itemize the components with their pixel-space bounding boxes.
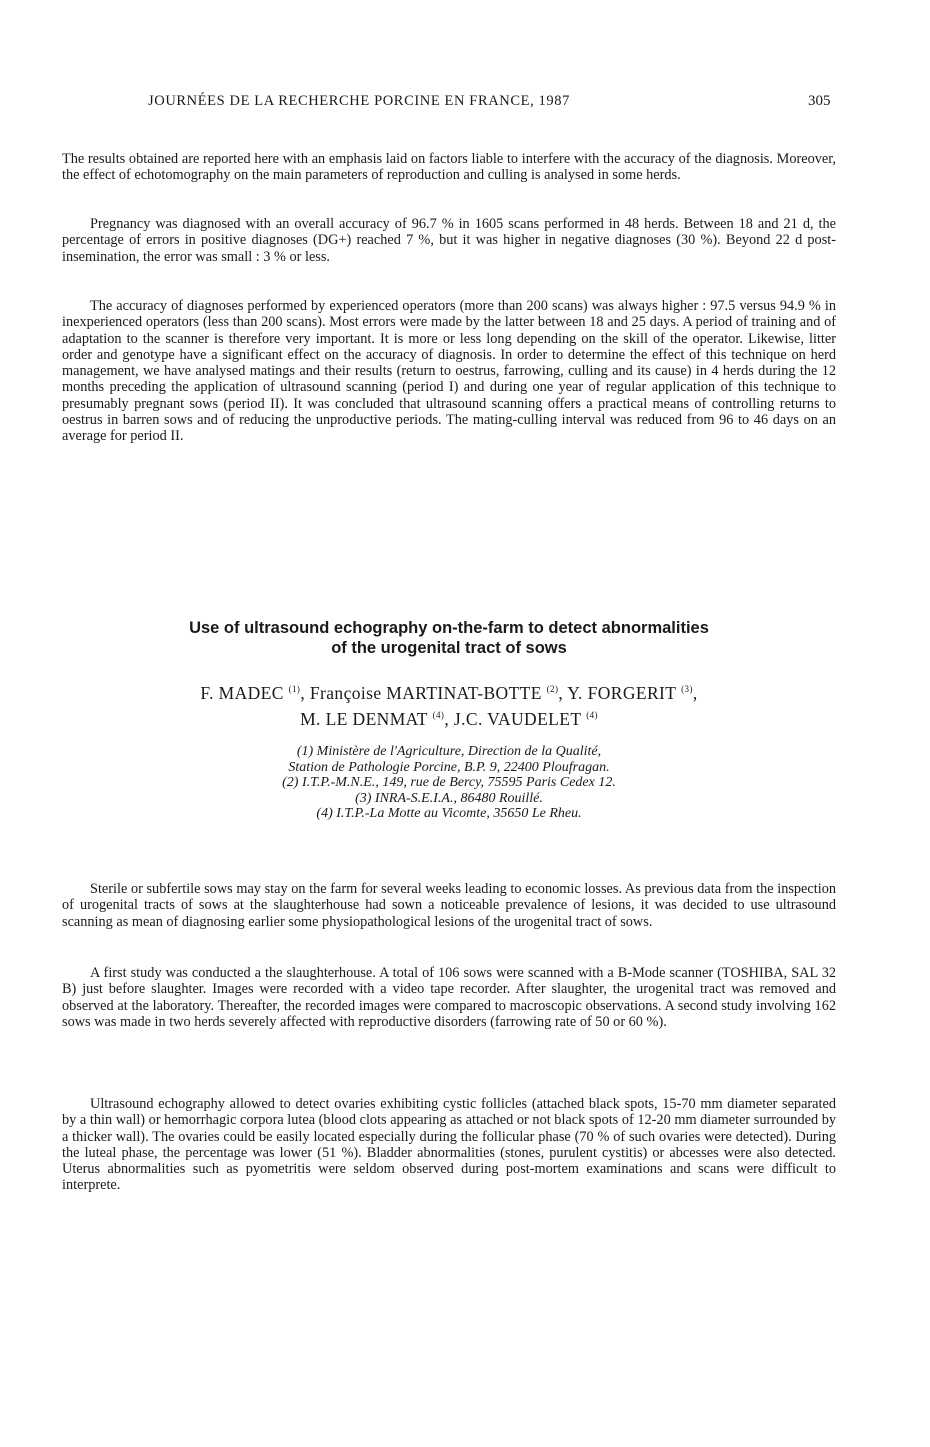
- page-number: 305: [808, 93, 831, 109]
- affiliation-line: (3) INRA-S.E.I.A., 86480 Rouillé.: [355, 790, 543, 806]
- author-separator: ,: [692, 682, 698, 703]
- author-affiliation-ref: (3): [681, 684, 693, 694]
- article-title-line-1: Use of ultrasound echography on-the-farm to detect abnormalities: [189, 619, 709, 637]
- running-head: JOURNÉES DE LA RECHERCHE PORCINE EN FRANCE, 1987: [148, 93, 570, 109]
- author-line-2: [62, 704, 836, 730]
- summary-paragraph-1: The results obtained are reported here with an emphasis laid on factors liable to interfere with the accuracy of the diagnosis. Moreover, the effect of echotomography on the main parameters of reproduction and culling is analysed in some herds.: [62, 151, 836, 184]
- author-affiliation-ref: (2): [546, 684, 559, 694]
- article-title: [62, 618, 836, 658]
- author-separator: ,: [558, 682, 568, 703]
- author-separator: ,: [300, 682, 310, 703]
- affiliation-line: (4) I.T.P.-La Motte au Vicomte, 35650 Le Rheu.: [316, 806, 582, 822]
- body-paragraph-3: Ultrasound echography allowed to detect ovaries exhibiting cystic follicles (attached black spots, 15-70 mm diameter separated by a thin wall) or hemorrhagic corpora lutea (blood clots appearing as attached or not black spots of 12-20 mm diameter surrounded by a thicker wall). The ovaries could be easily located especially during the follicular phase (70 % of such ovaries were detected). During the luteal phase, the percentage was lower (51 %). Bladder abnormalities (stones, purulent cystitis) or abcesses were also detected. Uterus abnormalities such as pyometritis were seldom observed during post-mortem examinations and scans were difficult to interprete.: [62, 1096, 836, 1194]
- author-name: Y. FORGERIT: [567, 682, 677, 703]
- article-title-line-2: of the urogenital tract of sows: [331, 639, 567, 657]
- author-separator: ,: [444, 708, 454, 729]
- affiliation-list: [62, 744, 836, 822]
- author-name: F. MADEC: [200, 682, 284, 703]
- body-paragraph-1: Sterile or subfertile sows may stay on the farm for several weeks leading to economic losses. As previous data from the inspection of urogenital tracts of sows at the slaughterhouse had sown a noticeable prevalence of lesions, it was decided to use ultrasound scanning as mean of diagnosing earlier some physiopathological lesions of the urogenital tract of sows.: [62, 881, 836, 930]
- author-line-1: [62, 678, 836, 704]
- affiliation-line: (1) Ministère de l'Agriculture, Direction de la Qualité,: [296, 744, 602, 759]
- author-affiliation-ref: (4): [586, 709, 598, 720]
- author-affiliation-ref: (4): [432, 709, 445, 720]
- author-name: J.C. VAUDELET: [453, 708, 582, 729]
- author-name: Françoise MARTINAT-BOTTE: [309, 682, 542, 703]
- affiliation-line: (2) I.T.P.-M.N.E., 149, rue de Bercy, 75595 Paris Cedex 12.: [282, 775, 616, 791]
- summary-paragraph-2: Pregnancy was diagnosed with an overall accuracy of 96.7 % in 1605 scans performed in 48 herds. Between 18 and 21 d, the percentage of errors in positive diagnoses (DG+) reached 7 %, but it was higher in negative diagnoses (30 %). Beyond 22 d post-insemination, the error was small : 3 % or less.: [62, 216, 836, 265]
- affiliation-line: Station de Pathologie Porcine, B.P. 9, 22400 Ploufragan.: [288, 759, 610, 775]
- author-name: M. LE DENMAT: [300, 708, 428, 729]
- author-affiliation-ref: (1): [288, 684, 301, 694]
- author-list: [62, 678, 836, 730]
- body-paragraph-2: A first study was conducted a the slaughterhouse. A total of 106 sows were scanned with a B-Mode scanner (TOSHIBA, SAL 32 B) just before slaughter. Images were recorded with a video tape recorder. After slaughter, the urogenital tract was removed and observed at the laboratory. Thereafter, the recorded images were compared to macroscopic observations. A second study involving 162 sows was made in two herds severely affected with reproductive disorders (farrowing rate of 50 or 60 %).: [62, 965, 836, 1030]
- summary-paragraph-3: The accuracy of diagnoses performed by experienced operators (more than 200 scans) was always higher : 97.5 versus 94.9 % in inexperienced operators (less than 200 scans). Most errors were made by the latter between 18 and 25 days. A period of training and of adaptation to the scanner is therefore very important. It is more or less long depending on the skill of the operator. Likewise, litter order and genotype have a significant effect on the accuracy of diagnosis. In order to determine the effect of this technique on herd management, we have analysed matings and their results (return to oestrus, farrowing, culling and its cause) in 4 herds during the 12 months preceding the application of ultrasound scanning (period I) and during one year of regular application of this technique to presumably pregnant sows (period II). It was concluded that ultrasound scanning offers a practical means of controlling returns to oestrus in barren sows and of reducing the unproductive periods. The mating-culling interval was reduced from 96 to 46 days on an average for period II.: [62, 298, 836, 445]
